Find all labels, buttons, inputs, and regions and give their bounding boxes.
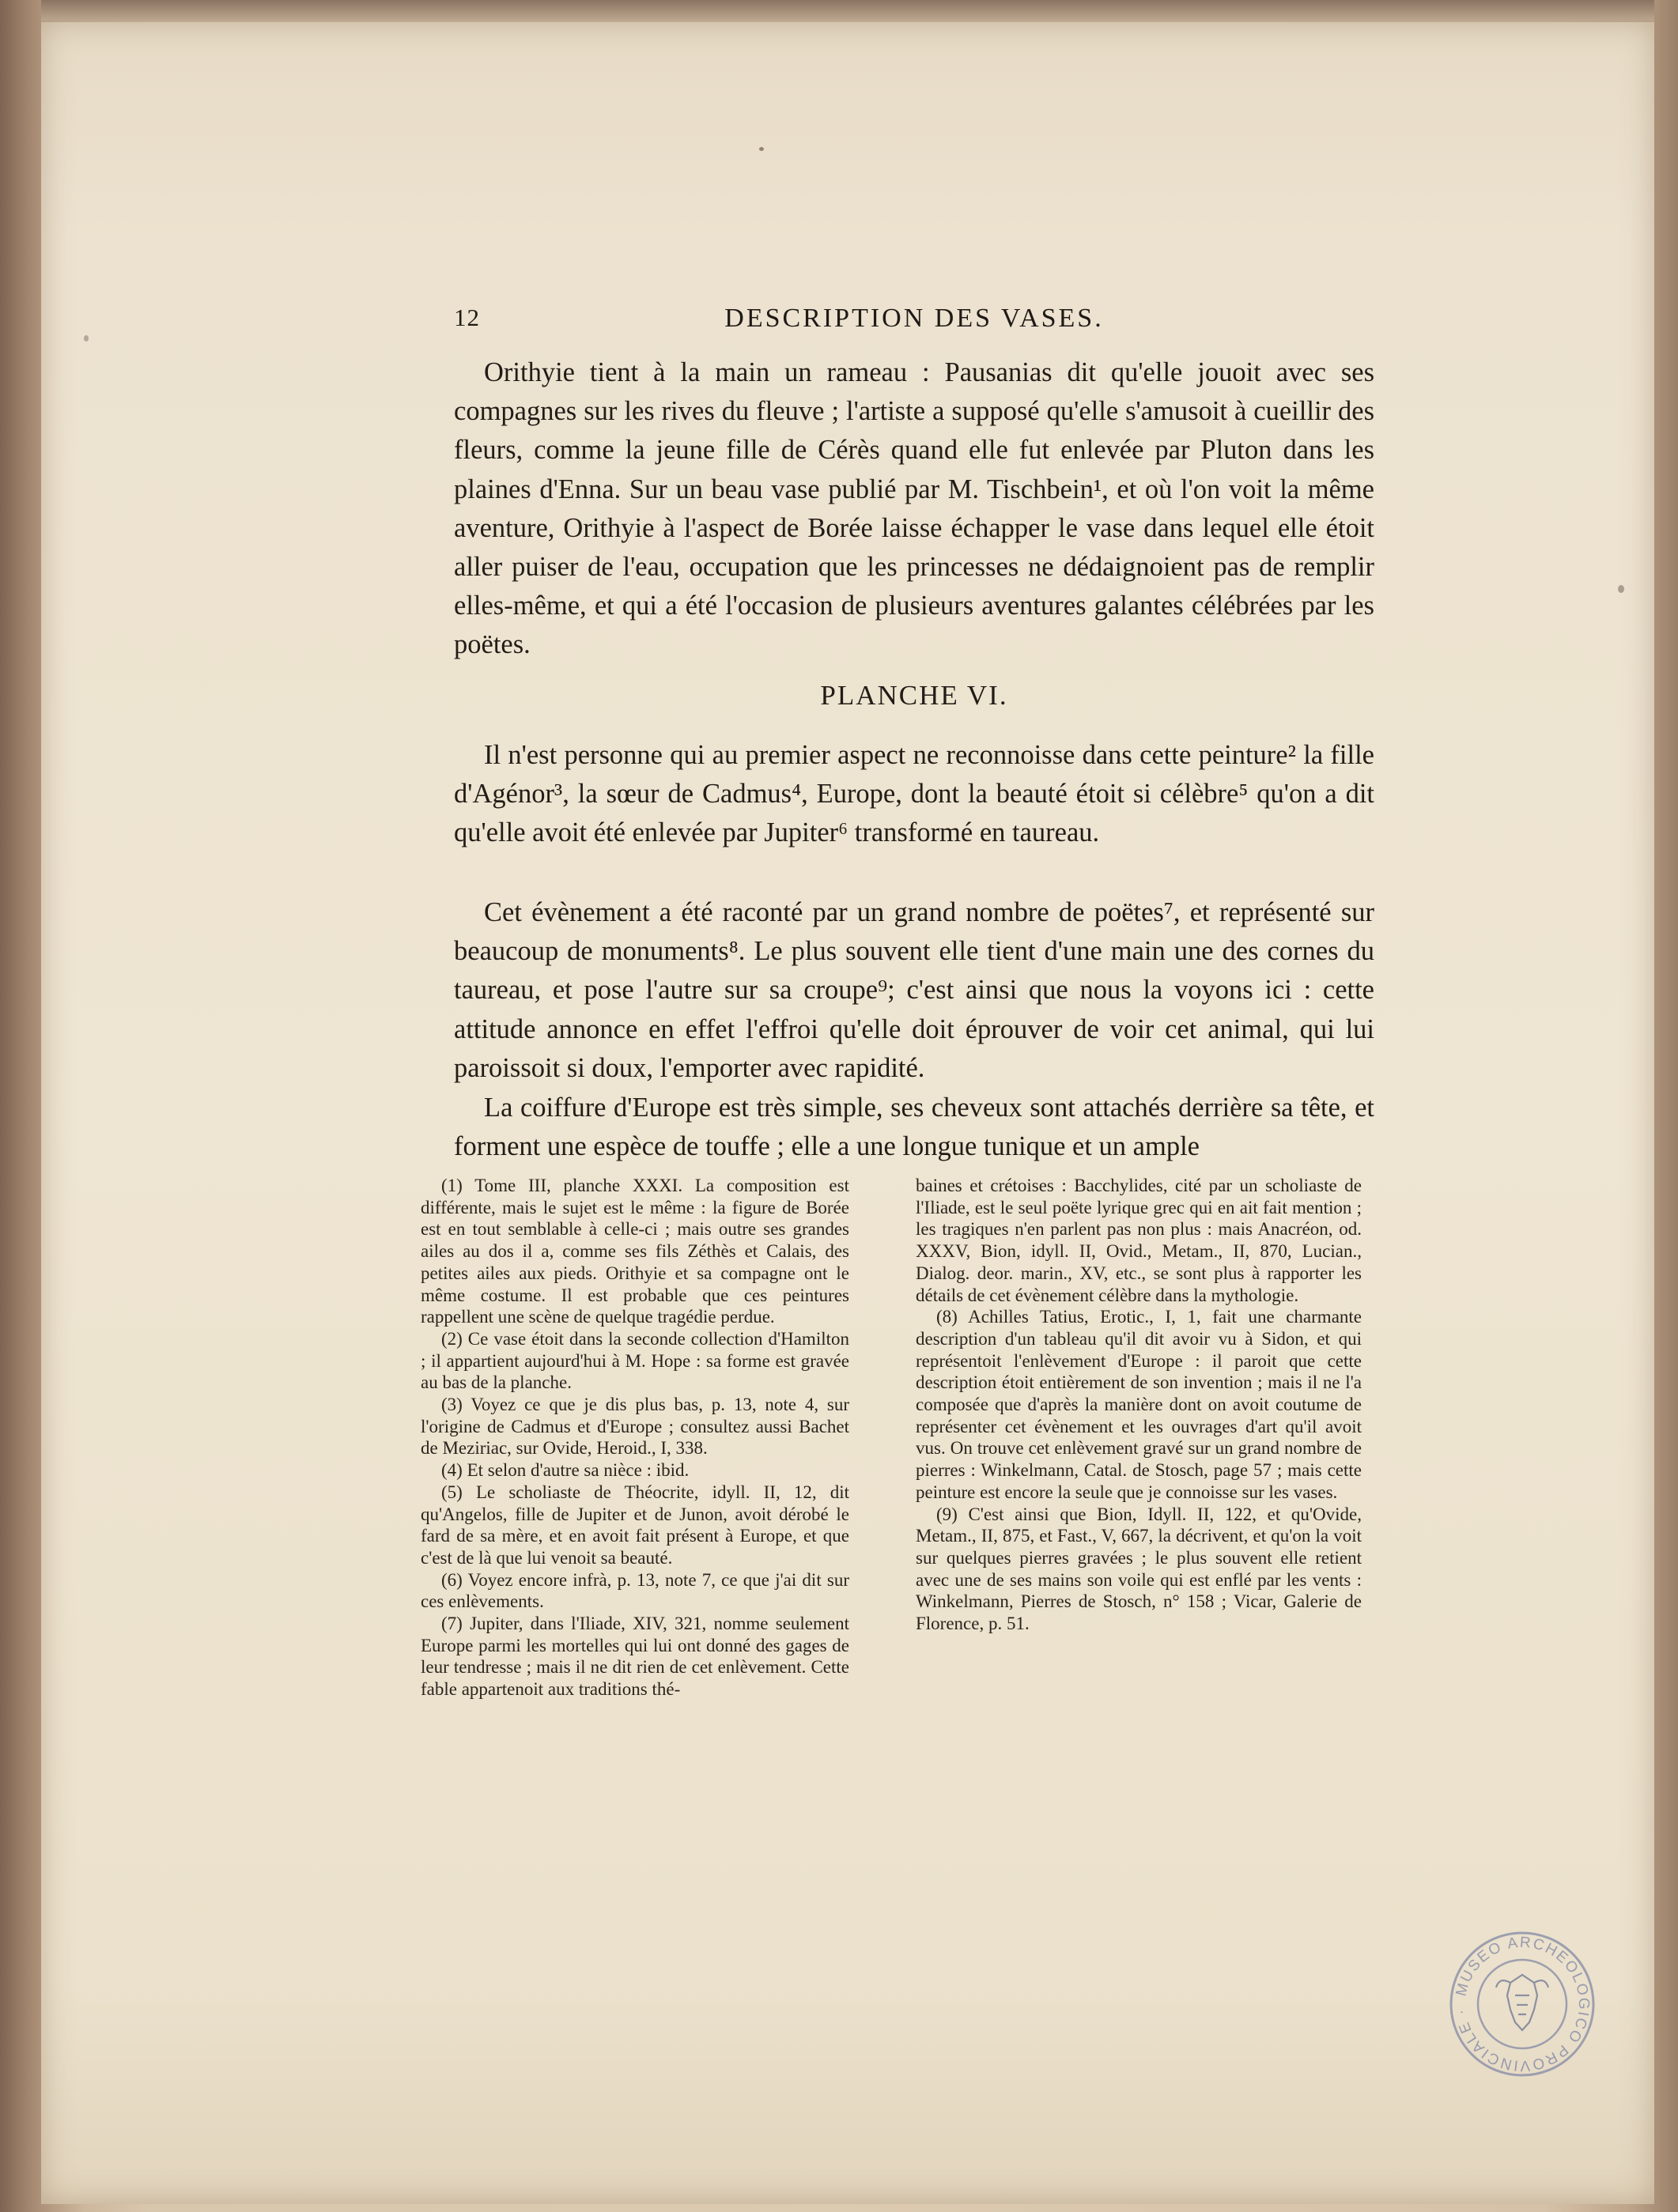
ink-spot xyxy=(1618,585,1624,593)
footnote: (1) Tome III, planche XXXI. La composition est différente, mais le sujet est le même : la figure de Borée est en tout semblable à celle-ci ; mais outre ses grandes ailes au dos il a, comme ses fils Zéthès et Calais, des petites ailes aux pieds. Orithyie et sa compagne ont le même costume. Il est probable que ces peintures rappellent une scène de quelque tragédie perdue. xyxy=(421,1176,849,1327)
footnote: (5) Le scholiaste de Théocrite, idyll. II, 12, dit qu'Angelos, fille de Jupiter et de Junon, avoit dérobé le fard de sa mère, et en avoit fait présent à Europe, et que c'est de là que lui venoit sa beauté. xyxy=(421,1482,849,1568)
footnote: (2) Ce vase étoit dans la seconde collection d'Hamilton ; il appartient aujourd'hui à M. Hope : sa forme est gravée au bas de la planche. xyxy=(421,1328,849,1393)
ink-spot xyxy=(84,335,89,342)
paragraph-evenement: Cet évènement a été raconté par un grand nombre de poëtes⁷, et représenté sur beaucoup de monuments⁸. Le plus souvent elle tient d'une main une des cornes du taureau, et pose l'autre sur sa croupe⁹; c'est ainsi que nous la voyons ici : cette attitude annonce en effet l'effroi qu'elle doit éprouver de voir cet animal, qui lui paroissoit si doux, l'emporter avec rapidité. xyxy=(454,897,1374,1083)
footnotes-right-column xyxy=(916,1175,1362,1635)
footnote: baines et crétoises : Bacchylides, cité par un scholiaste de l'Iliade, est le seul poëte lyrique grec qui en ait fait mention ; les tragiques n'en parlent pas non plus : mais Anacréon, od. XXXV, Bion, idyll. II, Ovid., Metam., II, 870, Lucian., Dialog. deor. marin., XV, etc., se sont plus à rapporter les détails de cet évènement célèbre dans la mythologie. xyxy=(916,1176,1362,1305)
footnote: (8) Achilles Tatius, Erotic., I, 1, fait une charmante description d'un tableau qu'il dit avoir vu à Sidon, et qui représentoit l'enlèvement d'Europe : il paroit que cette description étoit entièrement de son invention ; mais il ne l'a composée que d'après la manière dont on avoit coutume de représenter cet évènement et les ouvrages d'art qu'il avoit vus. On trouve cet enlèvement gravé sur un grand nombre de pierres : Winkelmann, Catal. de Stosch, page 57 ; mais cette peinture est encore la seule que je connoisse sur les vases. xyxy=(916,1307,1362,1502)
footnotes-left-column xyxy=(421,1175,849,1701)
stamp-text: MUSEO ARCHEOLOGICO PROVINCIALE · xyxy=(1453,1934,1593,2074)
footnote: (3) Voyez ce que je dis plus bas, p. 13, note 4, sur l'origine de Cadmus et d'Europe ; consultez aussi Bachet de Meziriac, sur Ovide, Heroid., I, 338. xyxy=(421,1395,849,1459)
paragraph-coiffure: La coiffure d'Europe est très simple, ses cheveux sont attachés derrière sa tête, et forment une espèce de touffe ; elle a une longue tunique et un ample xyxy=(454,1093,1374,1162)
running-head xyxy=(454,304,1374,343)
stamp-seal-icon xyxy=(1447,1929,1597,2079)
running-title: DESCRIPTION DES VASES. xyxy=(724,304,1104,333)
footnote: (9) C'est ainsi que Bion, Idyll. II, 122, et qu'Ovide, Metam., II, 875, et Fast., V, 667, la décrivent, et qu'on la voit sur quelques pierres gravées ; le plus souvent elle retient avec une de ses mains son voile qui est enflé par les vents : Winkelmann, Pierres de Stosch, n° 158 ; Vicar, Galerie de Florence, p. 51. xyxy=(916,1504,1362,1634)
plate-heading: PLANCHE VI. xyxy=(820,680,1008,711)
paragraph-orithyie: Orithyie tient à la main un rameau : Pausanias dit qu'elle jouoit avec ses compagnes sur les rives du fleuve ; l'artiste a supposé qu'elle s'amusoit à cueillir des fleurs, comme la jeune fille de Cérès quand elle fut enlevée par Pluton dans les plaines d'Enna. Sur un beau vase publié par M. Tischbein¹, et où l'on voit la même aventure, Orithyie à l'aspect de Borée laisse échapper le vase dans lequel elle étoit aller puiser de l'eau, occupation que les princesses ne dédaignoient pas de remplir elles-même, et qui a été l'occasion de plusieurs aventures galantes célébrées par les poëtes. xyxy=(454,357,1374,660)
footnote: (6) Voyez encore infrà, p. 13, note 7, ce que j'ai dit sur ces enlèvements. xyxy=(421,1569,849,1612)
paragraph-europe-intro: Il n'est personne qui au premier aspect ne reconnoisse dans cette peinture² la fille d'Agénor³, la sœur de Cadmus⁴, Europe, dont la beauté étoit si célèbre⁵ qu'on a dit qu'elle avoit été enlevée par Jupiter⁶ transformé en taureau. xyxy=(454,740,1374,848)
footnote: (7) Jupiter, dans l'Iliade, XIV, 321, nomme seulement Europe parmi les mortelles qui lui ont donné des gages de leur tendresse ; mais il ne dit rien de cet enlèvement. Cette fable appartenoit aux traditions thé- xyxy=(421,1614,849,1700)
ink-spot xyxy=(759,147,764,151)
page-number: 12 xyxy=(454,304,480,331)
footnote: (4) Et selon d'autre sa nièce : ibid. xyxy=(441,1460,690,1481)
museum-stamp xyxy=(1447,1929,1597,2079)
